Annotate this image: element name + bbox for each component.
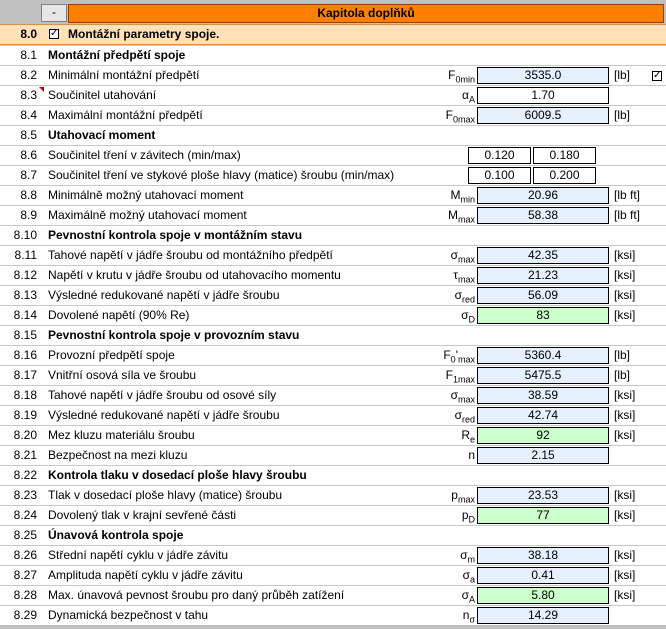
- parameter-symbol: $R_e$: [461, 428, 475, 445]
- row-number: 8.29: [13, 608, 37, 622]
- row-number: 8.23: [13, 488, 37, 502]
- parameter-symbol: $F_0'_{max}$: [443, 348, 475, 365]
- parameter-label: Bezpečnost na mezi kluzu: [48, 448, 188, 462]
- row-number: 8.9: [20, 208, 37, 222]
- parameter-symbol: $n_\sigma$: [462, 608, 475, 625]
- parameter-symbol: $F_{0max}$: [445, 108, 475, 125]
- row-number: 8.11: [14, 248, 37, 262]
- parameter-label: Maximálně možný utahovací moment: [48, 208, 247, 222]
- parameter-row: [0, 145, 666, 165]
- parameter-row: [0, 185, 666, 205]
- row-number: 8.27: [13, 568, 37, 582]
- parameter-symbol: $\sigma_{red}$: [454, 288, 475, 305]
- unit-label: [ksi]: [614, 308, 636, 322]
- max-input-cell[interactable]: 0.200: [533, 167, 596, 184]
- row-number: 8.20: [13, 428, 37, 442]
- unit-label: [ksi]: [614, 388, 636, 402]
- parameter-symbol: $\sigma_{max}$: [450, 248, 475, 265]
- parameter-row: [0, 545, 666, 565]
- parameter-label: Součinitel tření v závitech (min/max): [48, 148, 241, 162]
- section-title: Pevnostní kontrola spoje v montážním stavu: [48, 228, 303, 242]
- section-title: Únavová kontrola spoje: [48, 528, 184, 542]
- parameter-row: [0, 605, 666, 625]
- unit-label: [lb]: [614, 68, 631, 82]
- unit-label: [lb ft]: [614, 188, 641, 202]
- row-number: 8.28: [13, 588, 37, 602]
- parameter-label: Výsledné redukované napětí v jádře šroubu: [48, 288, 280, 302]
- parameter-symbol: $\tau_{max}$: [453, 268, 475, 285]
- parameter-symbol: $M_{max}$: [447, 208, 475, 225]
- parameter-row: [0, 425, 666, 445]
- unit-label: [lb]: [614, 348, 631, 362]
- row-number: 8.13: [13, 288, 37, 302]
- row-number: 8.6: [20, 148, 37, 162]
- value-cell: 56.09: [477, 287, 609, 304]
- row-number: 8.8: [20, 188, 37, 202]
- unit-label: [ksi]: [614, 488, 636, 502]
- parameter-label: Tahové napětí v jádře šroubu od montážního předpětí: [48, 248, 333, 262]
- row-number: 8.10: [13, 228, 37, 242]
- unit-label: [ksi]: [614, 568, 636, 582]
- row-number: 8.18: [13, 388, 37, 402]
- max-input-cell[interactable]: 0.180: [533, 147, 596, 164]
- value-cell: 38.59: [477, 387, 609, 404]
- parameter-row: [0, 405, 666, 425]
- parameter-label: Dynamická bezpečnost v tahu: [48, 608, 209, 622]
- parameter-label: Součinitel utahování: [48, 88, 157, 102]
- parameter-symbol: n: [468, 448, 475, 462]
- unit-label: [ksi]: [614, 428, 636, 442]
- unit-label: [ksi]: [614, 408, 636, 422]
- unit-label: [ksi]: [614, 588, 636, 602]
- unit-label: [lb ft]: [614, 208, 641, 222]
- row-number: 8.4: [20, 108, 37, 122]
- parameter-symbol: $p_{max}$: [451, 488, 475, 505]
- parameter-label: Napětí v krutu v jádře šroubu od utahovacího momentu: [48, 268, 341, 282]
- section-8-0-row: [0, 24, 666, 45]
- row-number: 8.21: [13, 448, 37, 462]
- row-number: 8.25: [13, 528, 37, 542]
- row-number: 8.14: [13, 308, 37, 322]
- row-number: 8.22: [13, 468, 37, 482]
- parameter-row: [0, 205, 666, 225]
- parameter-label: Minimálně možný utahovací moment: [48, 188, 244, 202]
- parameter-row: [0, 305, 666, 325]
- parameter-row: [0, 565, 666, 585]
- parameter-symbol: $p_D$: [461, 508, 475, 525]
- row-number: 8.2: [20, 68, 37, 82]
- unit-label: [ksi]: [614, 288, 636, 302]
- unit-label: [ksi]: [614, 248, 636, 262]
- parameter-row: [0, 505, 666, 525]
- value-cell: 5475.5: [477, 367, 609, 384]
- value-cell: 58.38: [477, 207, 609, 224]
- chapter-bar: [0, 0, 666, 24]
- parameter-label: Výsledné redukované napětí v jádře šroubu: [48, 408, 280, 422]
- row-number: 8.3: [20, 88, 37, 102]
- section-title: Utahovací moment: [48, 128, 156, 142]
- parameter-symbol: $\sigma_A$: [461, 588, 475, 605]
- value-cell: 3535.0: [477, 67, 609, 84]
- parameter-row: [0, 365, 666, 385]
- parameter-label: Amplituda napětí cyklu v jádře závitu: [48, 568, 243, 582]
- parameter-row: [0, 385, 666, 405]
- parameter-symbol: $\sigma_{red}$: [454, 408, 475, 425]
- comment-indicator: [39, 87, 44, 92]
- section-checkbox[interactable]: ✓: [50, 28, 59, 39]
- section-title: Pevnostní kontrola spoje v provozním stavu: [48, 328, 300, 342]
- parameter-symbol: $F_{0min}$: [448, 68, 475, 85]
- row-number: 8.1: [20, 48, 37, 62]
- parameter-row: [0, 485, 666, 505]
- unit-label: [ksi]: [614, 268, 636, 282]
- input-cell[interactable]: 92: [477, 427, 609, 444]
- parameter-row: [0, 285, 666, 305]
- value-cell: 6009.5: [477, 107, 609, 124]
- parameter-symbol: $\sigma_D$: [461, 308, 475, 325]
- parameter-label: Dovolený tlak v krajní sevřené části: [48, 508, 237, 522]
- parameter-label: Součinitel tření ve stykové ploše hlavy (matice) šroubu (min/max): [48, 168, 395, 182]
- parameter-row: [0, 245, 666, 265]
- parameter-row: [0, 65, 666, 85]
- value-cell: 0.41: [477, 567, 609, 584]
- parameter-label: Dovolené napětí (90% Re): [48, 308, 190, 322]
- value-cell: 21.23: [477, 267, 609, 284]
- parameter-label: Tlak v dosedací ploše hlavy (matice) šroubu: [48, 488, 283, 502]
- row-number: 8.5: [20, 128, 37, 142]
- row-number: 8.7: [20, 168, 37, 182]
- parameter-row: [0, 445, 666, 465]
- collapse-button[interactable]: -: [41, 4, 67, 22]
- parameter-symbol: $\sigma_a$: [462, 568, 475, 585]
- value-cell: 5360.4: [477, 347, 609, 364]
- parameter-label: Tahové napětí v jádře šroubu od osové síly: [48, 388, 277, 402]
- parameter-symbol: $\alpha_A$: [462, 88, 475, 105]
- parameter-row: [0, 165, 666, 185]
- section-header-row: [0, 225, 666, 245]
- section-header-row: [0, 325, 666, 345]
- section-header-row: [0, 525, 666, 545]
- value-cell: 2.15: [477, 447, 609, 464]
- parameter-row: [0, 85, 666, 105]
- input-cell[interactable]: 5.80: [477, 587, 609, 604]
- parameter-symbol: $\sigma_m$: [460, 548, 475, 565]
- row-number: 8.24: [13, 508, 37, 522]
- value-cell: 14.29: [477, 607, 609, 624]
- row-number: 8.0: [20, 27, 37, 41]
- unit-label: [lb]: [614, 368, 631, 382]
- value-cell: 38.18: [477, 547, 609, 564]
- parameter-row: [0, 345, 666, 365]
- row-number: 8.19: [13, 408, 37, 422]
- parameter-label: Střední napětí cyklu v jádře závitu: [48, 548, 229, 562]
- parameter-row: [0, 585, 666, 605]
- row-number: 8.17: [13, 368, 37, 382]
- parameter-label: Provozní předpětí spoje: [48, 348, 175, 362]
- row-number: 8.26: [13, 548, 37, 562]
- parameter-symbol: $F_{1max}$: [445, 368, 475, 385]
- parameter-label: Vnitřní osová síla ve šroubu: [48, 368, 197, 382]
- row-number: 8.12: [13, 268, 37, 282]
- row-number: 8.15: [13, 328, 37, 342]
- section-title: Kontrola tlaku v dosedací ploše hlavy šroubu: [48, 468, 307, 482]
- parameter-symbol: $M_{min}$: [450, 188, 475, 205]
- value-cell: 23.53: [477, 487, 609, 504]
- value-cell: 42.74: [477, 407, 609, 424]
- value-cell: 42.35: [477, 247, 609, 264]
- unit-label: [ksi]: [614, 548, 636, 562]
- input-cell[interactable]: 77: [477, 507, 609, 524]
- unit-label: [ksi]: [614, 508, 636, 522]
- parameter-symbol: $\sigma_{max}$: [450, 388, 475, 405]
- parameter-label: Max. únavová pevnost šroubu pro daný průběh zatížení: [48, 588, 345, 602]
- section-header-row: [0, 125, 666, 145]
- min-input-cell[interactable]: 0.100: [468, 167, 531, 184]
- row-number: 8.16: [13, 348, 37, 362]
- parameter-label: Mez kluzu materiálu šroubu: [48, 428, 195, 442]
- section-header-row: [0, 465, 666, 485]
- parameter-row: [0, 105, 666, 125]
- row-checkbox[interactable]: ✓: [653, 70, 662, 81]
- value-cell: 20.96: [477, 187, 609, 204]
- parameter-row: [0, 265, 666, 285]
- input-cell[interactable]: 1.70: [477, 87, 609, 104]
- input-cell[interactable]: 83: [477, 307, 609, 324]
- section-header-row: [0, 45, 666, 65]
- chapter-title: Kapitola doplňků: [68, 4, 664, 23]
- section-title: Montážní předpětí spoje: [48, 48, 186, 62]
- min-input-cell[interactable]: 0.120: [468, 147, 531, 164]
- unit-label: [lb]: [614, 108, 631, 122]
- section-title: Montážní parametry spoje.: [68, 27, 220, 41]
- parameter-label: Minimální montážní předpětí: [48, 68, 200, 82]
- parameter-label: Maximální montážní předpětí: [48, 108, 203, 122]
